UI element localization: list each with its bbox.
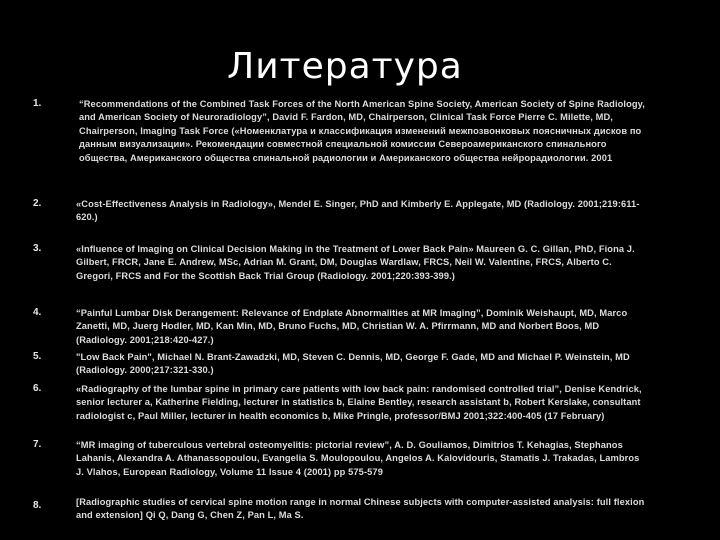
reference-text: “Recommendations of the Combined Task Forces of the North American Spine Society, American Society of Spine Radiology, and American Society of Neuroradiology”, David F. Fardon, MD, Chairperson, Clinical Task Force Pierre C. Milette, MD, Chairperson, Imaging Task Force («Номенклатура и классификация изменений межпозвонковых поясничных дисков по данным визуализации». Рекомендации совместной специальной комиссии Североамериканского спинального общества, Американского общества спинальной радиологии и Американского общества нейрорадиологии. 2001: [79, 99, 645, 163]
reference-number: 3.: [33, 243, 42, 254]
reference-number: 6.: [33, 383, 42, 394]
reference-text: [Radiographic studies of cervical spine motion range in normal Chinese subjects with computer-assisted analysis: full flexion and extension] Qi Q, Dang G, Chen Z, Pan L, Ma S.: [76, 497, 645, 521]
reference-number: 8.: [33, 500, 42, 511]
reference-text: “MR imaging of tuberculous vertebral osteomyelitis: pictorial review”, A. D. Gouliamos, Dimitrios T. Kehagias, Stephanos Lahanis, Alexandra A. Athanassopoulou, Evangelia S. Moulopoulou, Angelos A. Kalovidouris, Stamatis J. Trakadas, Lambros J. Vlahos, European Radiology, Volume 11 Issue 4 (2001) pp 575-579: [76, 440, 640, 477]
slide-title: Литература: [227, 46, 463, 87]
reference-number: 5.: [33, 351, 42, 362]
reference-text: «Influence of Imaging on Clinical Decision Making in the Treatment of Lower Back Pain» Maureen G. C. Gillan, PhD, Fiona J. Gilbert, FRCR, Jane E. Andrew, MSc, Adrian M. Grant, DM, Douglas Wardlaw, FRCS, Neil W. Valentine, FRCS, Alberto C. Gregori, FRCS and For the Scottish Back Trial Group (Radiology. 2001;220:393-399.): [76, 244, 635, 281]
reference-text: "Low Back Pain", Michael N. Brant-Zawadzki, MD, Steven C. Dennis, MD, George F. Gade, MD and Michael P. Weinstein, MD (Radiology. 2000;217:321-330.): [76, 352, 630, 376]
reference-text: «Cost-Effectiveness Analysis in Radiology», Mendel E. Singer, PhD and Kimberly E. Applegate, MD (Radiology. 2001;219:611-620.): [76, 199, 640, 223]
reference-number: 1.: [33, 98, 42, 109]
reference-number: 4.: [33, 307, 42, 318]
reference-number: 2.: [33, 198, 42, 209]
reference-text: «Radiography of the lumbar spine in primary care patients with low back pain: randomised controlled trial”, Denise Kendrick, senior lecturer a, Katherine Fielding, lecturer in statistics b, Elaine Bentley, research assistant b, Robert Kerslake, consultant radiologist c, Paul Miller, lecturer in health economics b, Mike Pringle, professor/BMJ 2001;322:400-405 (17 February): [76, 384, 642, 421]
reference-text: “Painful Lumbar Disk Derangement: Relevance of Endplate Abnormalities at MR Imaging”, Dominik Weishaupt, MD, Marco Zanetti, MD, Juerg Hodler, MD, Kan Min, MD, Bruno Fuchs, MD, Christian W. A. Pfirrmann, MD and Norbert Boos, MD (Radiology. 2001;218:420-427.): [76, 308, 628, 345]
reference-number: 7.: [33, 439, 42, 450]
